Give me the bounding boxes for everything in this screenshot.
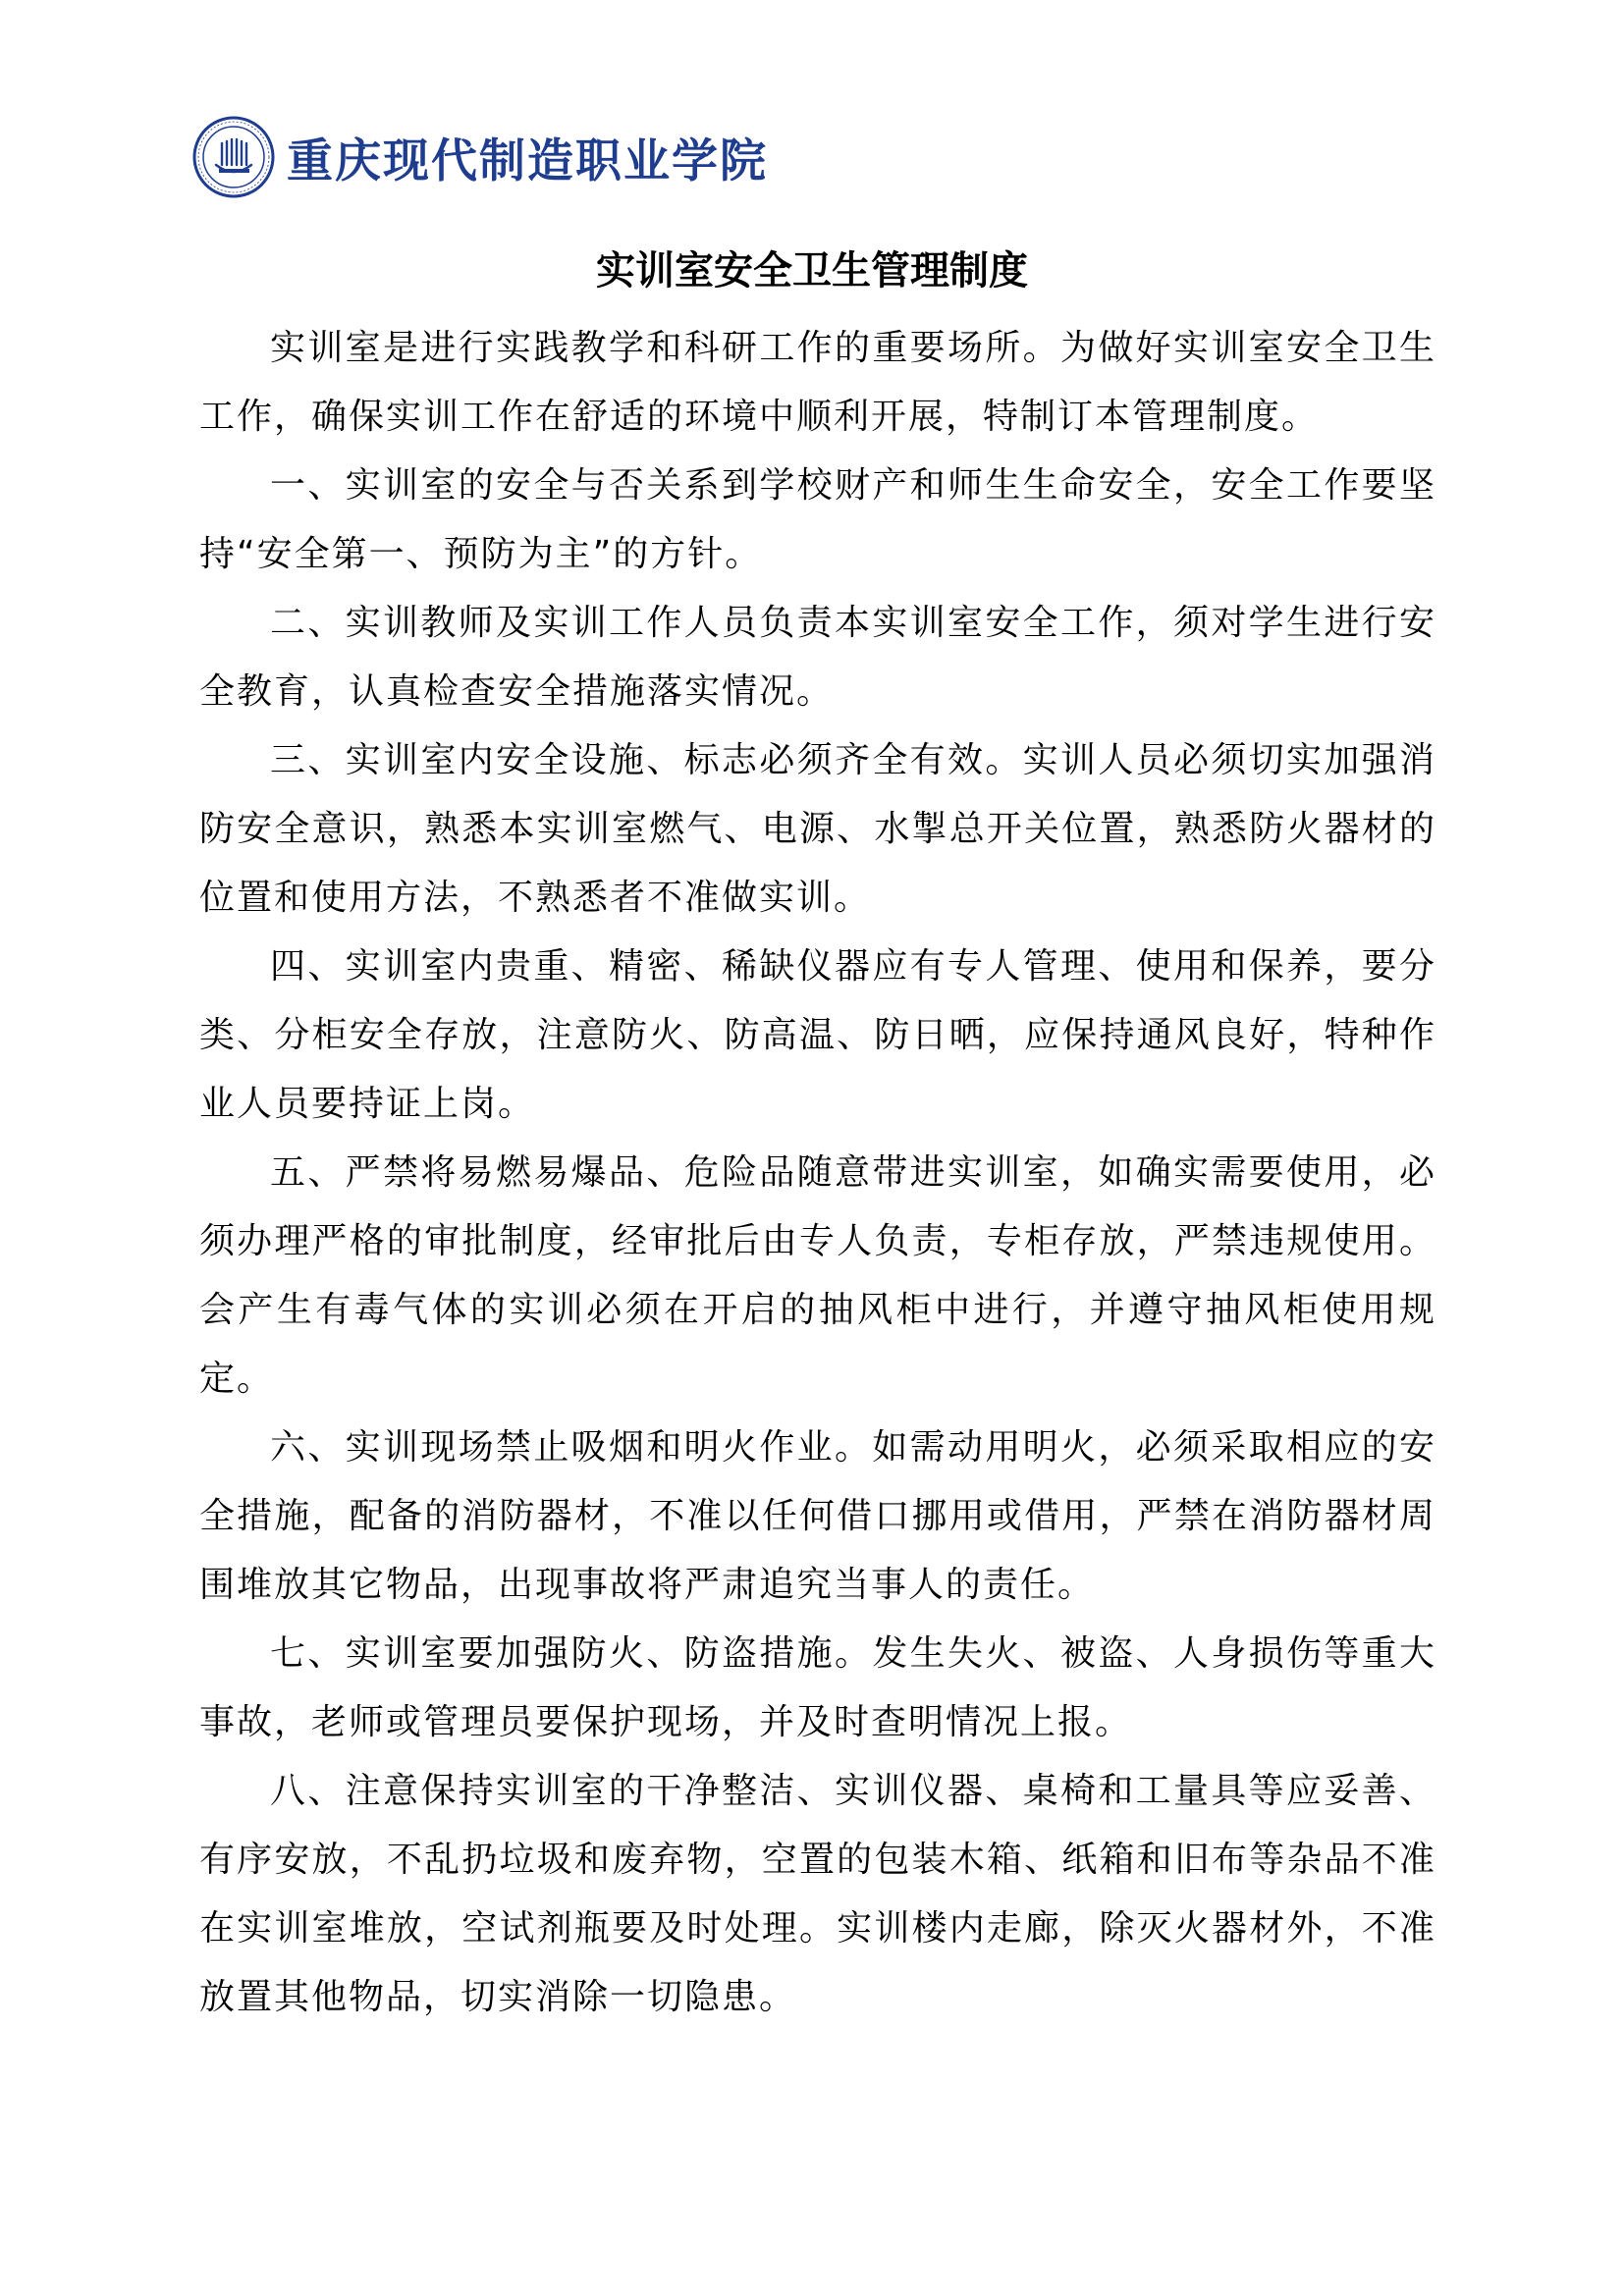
clause-6: 六、实训现场禁止吸烟和明火作业。如需动用明火，必须采取相应的安全措施，配备的消防器材，不准以任何借口挪用或借用，严禁在消防器材周围堆放其它物品，出现事故将严肃追究当事人的责任。 <box>199 1427 1436 1605</box>
clause-7: 七、实训室要加强防火、防盗措施。发生失火、被盗、人身损伤等重大事故，老师或管理员要保护现场，并及时查明情况上报。 <box>199 1633 1436 1742</box>
document-body <box>199 314 1436 2032</box>
clause-2: 二、实训教师及实训工作人员负责本实训室安全工作，须对学生进行安全教育，认真检查安全措施落实情况。 <box>199 603 1436 712</box>
clause-3: 三、实训室内安全设施、标志必须齐全有效。实训人员必须切实加强消防安全意识，熟悉本实训室燃气、电源、水掣总开关位置，熟悉防火器材的位置和使用方法，不熟悉者不准做实训。 <box>199 740 1436 918</box>
college-seal-logo-icon <box>192 116 275 198</box>
clause-8: 八、注意保持实训室的干净整洁、实训仪器、桌椅和工量具等应妥善、有序安放，不乱扔垃圾和废弃物，空置的包装木箱、纸箱和旧布等杂品不准在实训室堆放，空试剂瓶要及时处理。实训楼内走廊，除灭火器材外，不准放置其他物品，切实消除一切隐患。 <box>199 1771 1436 2017</box>
clause-5: 五、严禁将易燃易爆品、危险品随意带进实训室，如确实需要使用，必须办理严格的审批制度，经审批后由专人负责，专柜存放，严禁违规使用。会产生有毒气体的实训必须在开启的抽风柜中进行，并遵守抽风柜使用规定。 <box>199 1152 1436 1399</box>
clause-1: 一、实训室的安全与否关系到学校财产和师生生命安全，安全工作要坚持“安全第一、预防为主”的方针。 <box>199 465 1436 574</box>
institution-name: 重庆现代制造职业学院 <box>287 133 768 188</box>
intro-paragraph: 实训室是进行实践教学和科研工作的重要场所。为做好实训室安全卫生工作，确保实训工作在舒适的环境中顺利开展，特制订本管理制度。 <box>199 328 1436 437</box>
letterhead <box>192 108 768 206</box>
clause-4: 四、实训室内贵重、精密、稀缺仪器应有专人管理、使用和保养，要分类、分柜安全存放，注意防火、防高温、防日晒，应保持通风良好，特种作业人员要持证上岗。 <box>199 946 1436 1124</box>
document-title: 实训室安全卫生管理制度 <box>596 247 1028 294</box>
